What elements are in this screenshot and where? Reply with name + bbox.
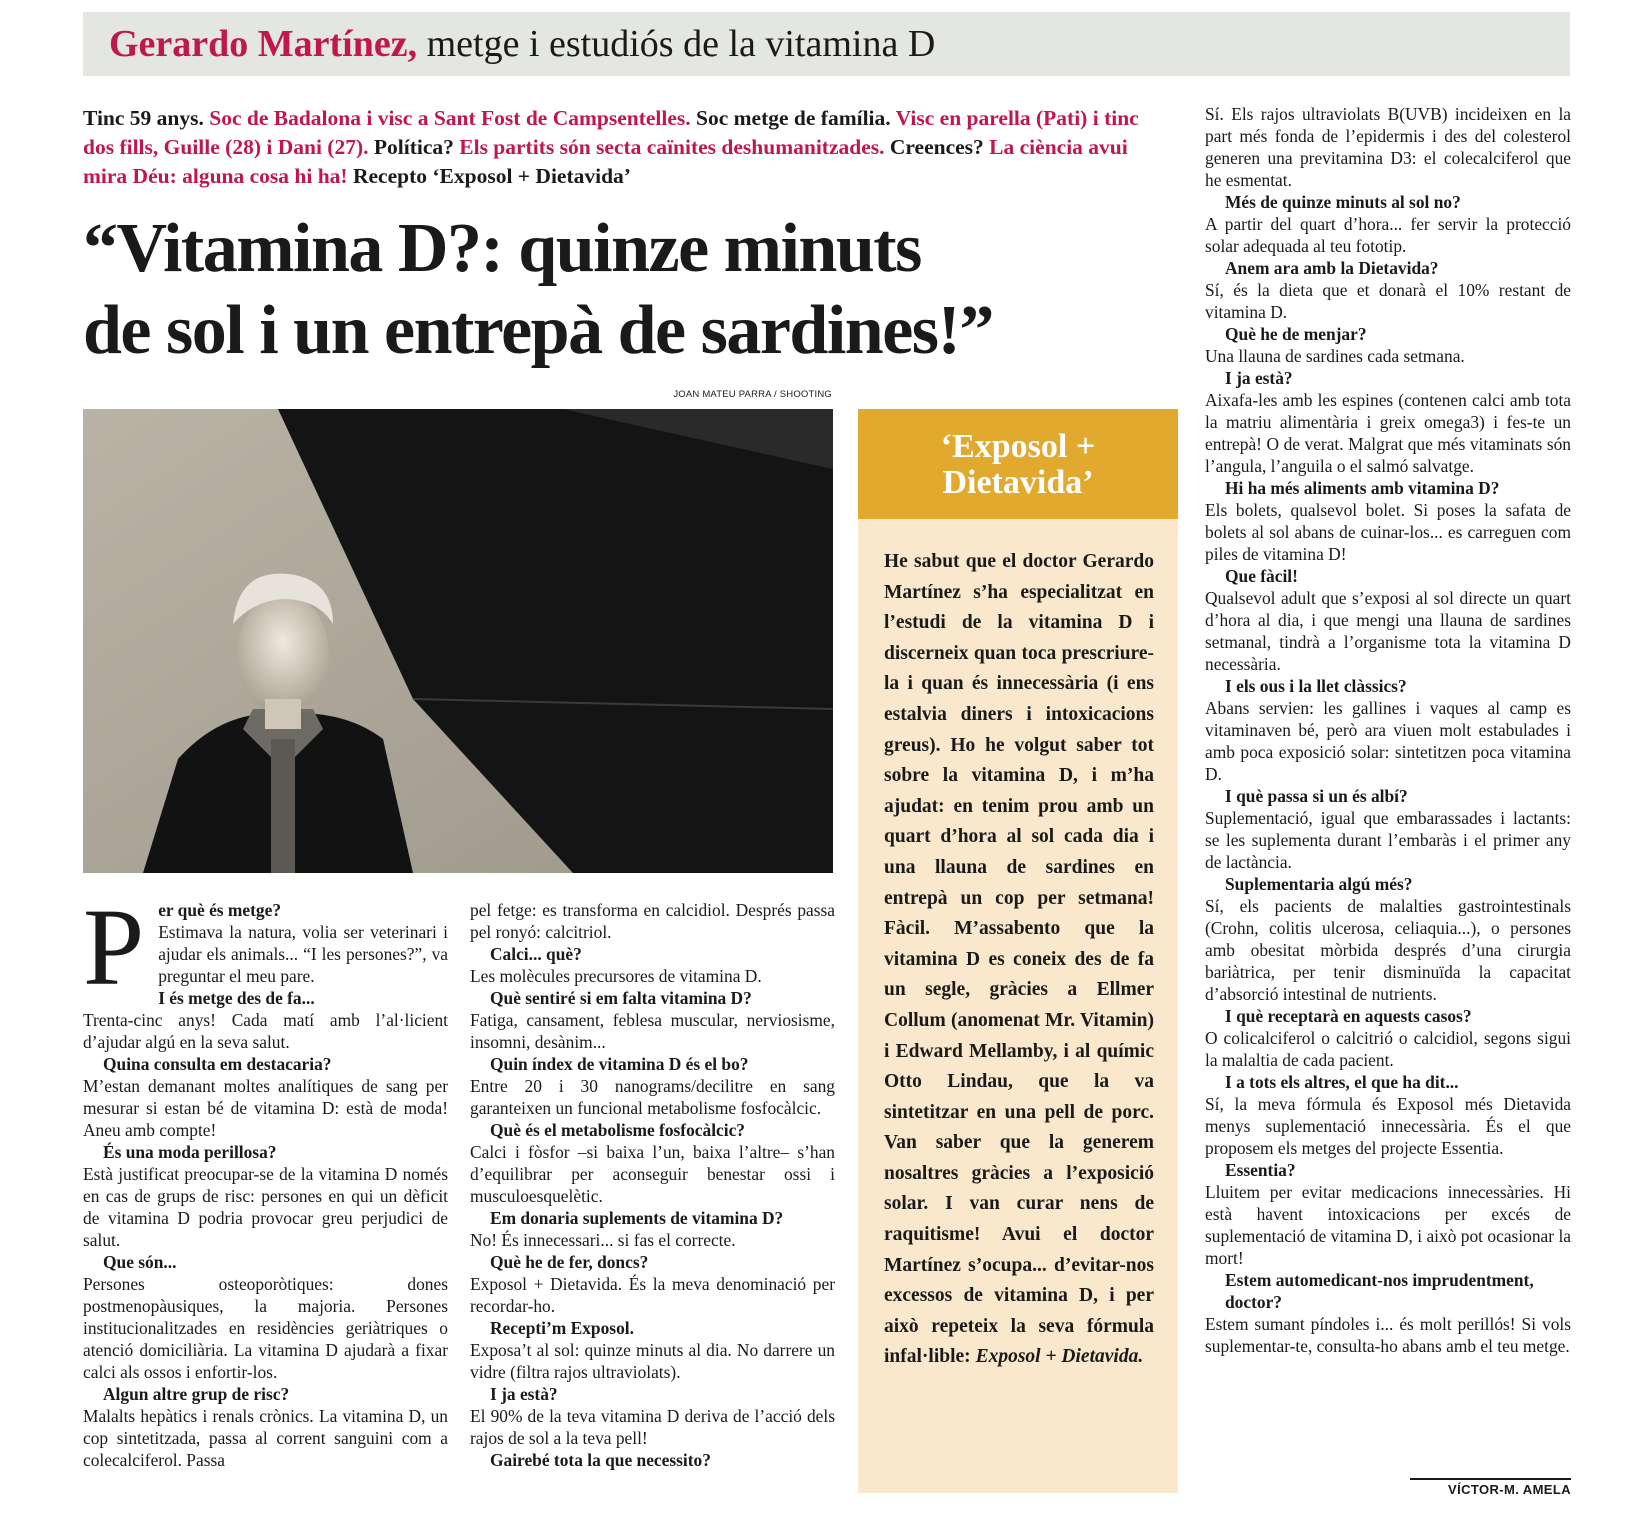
interview-answer: Sí. Els rajos ultraviolats B(UVB) incideixen en la part més fonda de l’epidermis i des del colesterol generen una previtamina D3: el colecalciferol que he esmentat. xyxy=(1205,104,1571,190)
intro-segment: Recepto ‘Exposol + Dietavida’ xyxy=(352,164,631,188)
sidebar-body: He sabut que el doctor Gerardo Martínez s’ha especialitzat en l’estudi de la vitamina D i discerneix quan toca prescriure-la i quan és innecessària (i ens estalvia diners i intoxicacions greus). Ho he volgut saber tot sobre la vitamina D, i m’ha ajudat: en tenim prou amb un quart d’hora al sol cada dia i una llauna de sardines en entrepà un cop per setmana! Fàcil. M’assabento que la vitamina D es coneix des de fa un segle, gràcies a Ellmer Collum (anomenat Mr. Vitamin) i Edward Mellamby, i al químic Otto Lindau, que la va sintetitzar en una pell de porc. Van saber que la generem nosaltres gràcies a l’exposició solar. I van curar nens de raquitisme! Avui el doctor Martínez s’ocupa... d’evitar-nos excessos de vitamina D, i per això repeteix la seva fórmula infal·lible: xyxy=(884,551,1154,1368)
interview-answer: Els bolets, qualsevol bolet. Si poses la safata de bolets al sol abans de cuinar-los... es carreguen com piles de vitamina D! xyxy=(1205,500,1571,564)
interview-question: És una moda perillosa? xyxy=(103,1142,277,1162)
interview-question: Quin índex de vitamina D és el bo? xyxy=(490,1054,749,1074)
author-signature: VÍCTOR-M. AMELA xyxy=(1410,1478,1571,1497)
interview-question: I què receptarà en aquests casos? xyxy=(1225,1006,1472,1026)
interview-answer: Estem sumant píndoles i... és molt perillós! Si vols suplementar-te, consulta-ho abans amb el teu metge. xyxy=(1205,1314,1571,1356)
headline-line-1: “Vitamina D?: quinze minuts xyxy=(83,210,921,287)
intro-segment-highlight: La ciència avui mira Déu: alguna cosa hi ha! xyxy=(83,135,1128,188)
drop-cap: P xyxy=(83,886,145,1008)
interview-question: Què he de fer, doncs? xyxy=(490,1252,649,1272)
interview-question: Calci... què? xyxy=(490,944,582,964)
interviewee-descriptor: metge i estudiós de la vitamina D xyxy=(426,23,936,65)
sidebar-title-line-1: ‘Exposol + xyxy=(940,428,1096,465)
interview-question: Que fàcil! xyxy=(1225,566,1298,586)
interview-answer: M’estan demanant moltes analítiques de sang per mesurar si estan bé de vitamina D: està de moda! Aneu amb compte! xyxy=(83,1076,448,1140)
sidebar-title-line-2: Dietavida’ xyxy=(942,464,1094,501)
interview-answer: Sí, la meva fórmula és Exposol més Dietavida menys suplementació innecessària. És el que proposem els metges del projecte Essentia. xyxy=(1205,1094,1571,1158)
intro-segment: Tinc 59 anys. xyxy=(83,106,204,130)
intro-segment-highlight: Els partits són secta caïnites deshumanitzades. xyxy=(459,135,885,159)
interview-answer: Sí, és la dieta que et donarà el 10% restant de vitamina D. xyxy=(1205,280,1571,322)
interview-answer: Fatiga, cansament, feblesa muscular, nerviosisme, insomni, desànim... xyxy=(470,1010,835,1052)
interview-answer: Suplementació, igual que embarassades i lactants: se les suplementa durant l’embaràs i el primer any de lactància. xyxy=(1205,808,1571,872)
interview-answer: Exposol + Dietavida. És la meva denominació per recordar-ho. xyxy=(470,1274,835,1316)
interviewee-name: Gerardo Martínez, xyxy=(109,23,418,65)
interview-question: Què sentiré si em falta vitamina D? xyxy=(490,988,752,1008)
interview-question: Algun altre grup de risc? xyxy=(103,1384,290,1404)
interview-question: Essentia? xyxy=(1225,1160,1296,1180)
interview-answer: Trenta-cinc anys! Cada matí amb l’al·licient d’ajudar algú en la seva salut. xyxy=(83,1010,448,1052)
interview-question: Hi ha més aliments amb vitamina D? xyxy=(1225,478,1500,498)
intro-segment-highlight: Visc en parella (Pati) i tinc dos fills, Guille (28) i Dani (27). xyxy=(83,106,1139,159)
interview-question: Gairebé tota la que necessito? xyxy=(490,1450,711,1470)
interview-question: Què és el metabolisme fosfocàlcic? xyxy=(490,1120,745,1140)
interview-answer: Està justificat preocupar-se de la vitamina D només en cas de grups de risc: persones en qui un dèficit de vitamina D podria provocar greu perjudici de salut. xyxy=(83,1164,448,1250)
sidebar-header xyxy=(858,409,1178,519)
interview-answer: Qualsevol adult que s’exposi al sol directe un quart d’hora al dia, i que mengi una llauna de sardines setmanal, tindrà a l’organisme tota la vitamina D necessària. xyxy=(1205,588,1571,674)
interview-answer: Aixafa-les amb les espines (contenen calci amb tota la matriu alimentària i greix omega3) i fes-te un entrepà! O de verat. Malgrat que més vitaminats són l’angula, l’anguila o el salmó salvatge. xyxy=(1205,390,1571,476)
interview-answer: El 90% de la teva vitamina D deriva de l’acció dels rajos de sol a la teva pell! xyxy=(470,1406,835,1448)
banner-title xyxy=(109,22,935,66)
interview-answer: No! És innecessari... si fas el correcte. xyxy=(470,1230,736,1250)
interview-question: er què és metge? xyxy=(158,900,282,920)
interview-answer: Les molècules precursores de vitamina D. xyxy=(470,966,762,986)
interview-answer: Entre 20 i 30 nanograms/decilitre en sang garanteixen un funcional metabolisme fosfocàlcic. xyxy=(470,1076,835,1118)
sidebar-formula: Exposol + Dietavida. xyxy=(975,1346,1144,1368)
intro-segment: Creences? xyxy=(889,135,984,159)
interview-answer: Lluitem per evitar medicacions innecessàries. Hi està havent intoxicacions per excés de suplementació de vitamina D, i això pot ocasionar la mort! xyxy=(1205,1182,1571,1268)
interview-answer: Abans servien: les gallines i vaques al camp es vitaminaven bé, però ara viuen molt estabulades i amb poca exposició solar: sintetitzen poca vitamina D. xyxy=(1205,698,1571,784)
interview-answer: Exposa’t al sol: quinze minuts al dia. No darrere un vidre (filtra rajos ultraviolats). xyxy=(470,1340,835,1382)
headline-line-2: de sol i un entrepà de sardines!” xyxy=(83,292,993,369)
interview-answer: A partir del quart d’hora... fer servir la protecció solar adequada al teu fototip. xyxy=(1205,214,1571,256)
interview-question: I és metge des de fa... xyxy=(158,988,315,1008)
header-banner xyxy=(83,12,1570,76)
interview-question: I els ous i la llet clàssics? xyxy=(1225,676,1407,696)
interview-answer: Malalts hepàtics i renals crònics. La vitamina D, un cop sintetitzada, passa al corrent sanguini com a colecalciferol. Passa xyxy=(83,1406,448,1470)
interview-question: Anem ara amb la Dietavida? xyxy=(1225,258,1439,278)
headline xyxy=(83,208,1183,372)
intro-segment-highlight: Soc de Badalona i visc a Sant Fost de Campsentelles. xyxy=(209,106,691,130)
interview-answer: Una llauna de sardines cada setmana. xyxy=(1205,346,1465,366)
interview-question: Més de quinze minuts al sol no? xyxy=(1225,192,1461,212)
photo-credit: JOAN MATEU PARRA / SHOOTING xyxy=(673,389,832,400)
interview-column-2 xyxy=(470,899,835,1471)
interview-answer: pel fetge: es transforma en calcidiol. Després passa pel ronyó: calcitriol. xyxy=(470,900,835,942)
interview-column-4 xyxy=(1205,103,1571,1357)
intro-segment: Soc metge de família. xyxy=(696,106,891,130)
interview-answer: Sí, els pacients de malalties gastrointestinals (Crohn, colitis ulcerosa, celiaquia...), o persones amb obesitat mòrbida després d’una cirurgia bariàtrica, per tenir disminuïda la capacitat d’absorció intestinal de nutrients. xyxy=(1205,896,1571,1004)
interview-question: Recepti’m Exposol. xyxy=(490,1318,634,1338)
sidebar-box xyxy=(858,409,1178,1493)
intro-paragraph xyxy=(83,104,1163,191)
interview-question: Estem automedicant-nos imprudentment, doctor? xyxy=(1225,1270,1534,1312)
interview-question: Que són... xyxy=(103,1252,177,1272)
interview-question: I a tots els altres, el que ha dit... xyxy=(1225,1072,1459,1092)
interview-question: Em donaria suplements de vitamina D? xyxy=(490,1208,784,1228)
intro-segment: Política? xyxy=(373,135,454,159)
interview-question: I ja està? xyxy=(1225,368,1293,388)
interview-question: Quina consulta em destacaria? xyxy=(103,1054,332,1074)
interview-question: I què passa si un és albí? xyxy=(1225,786,1408,806)
interview-question: Suplementaria algú més? xyxy=(1225,874,1413,894)
interview-answer: O colicalciferol o calcitrió o calcidiol, segons sigui la malaltia de cada pacient. xyxy=(1205,1028,1571,1070)
interview-answer: Calci i fòsfor –si baixa l’un, baixa l’altre– s’han d’equilibrar per aconseguir benestar ossi i musculoesquelètic. xyxy=(470,1142,835,1206)
interview-question: I ja està? xyxy=(490,1384,558,1404)
portrait-photo xyxy=(83,409,833,873)
portrait-illustration xyxy=(83,409,833,873)
interview-column-1 xyxy=(83,886,448,1471)
sidebar-title xyxy=(858,429,1178,501)
interview-answer: Persones osteoporòtiques: dones postmenopàusiques, la majoria. Persones institucionalitzades en residències geriàtriques o atenció domiciliària. La vitamina D ajudarà a fixar calci als ossos i enfortir-los. xyxy=(83,1274,448,1382)
interview-question: Què he de menjar? xyxy=(1225,324,1367,344)
sidebar-text xyxy=(884,547,1154,1373)
interview-answer: Estimava la natura, volia ser veterinari i ajudar els animals... “I les persones?”, va preguntar el meu pare. xyxy=(158,922,448,986)
